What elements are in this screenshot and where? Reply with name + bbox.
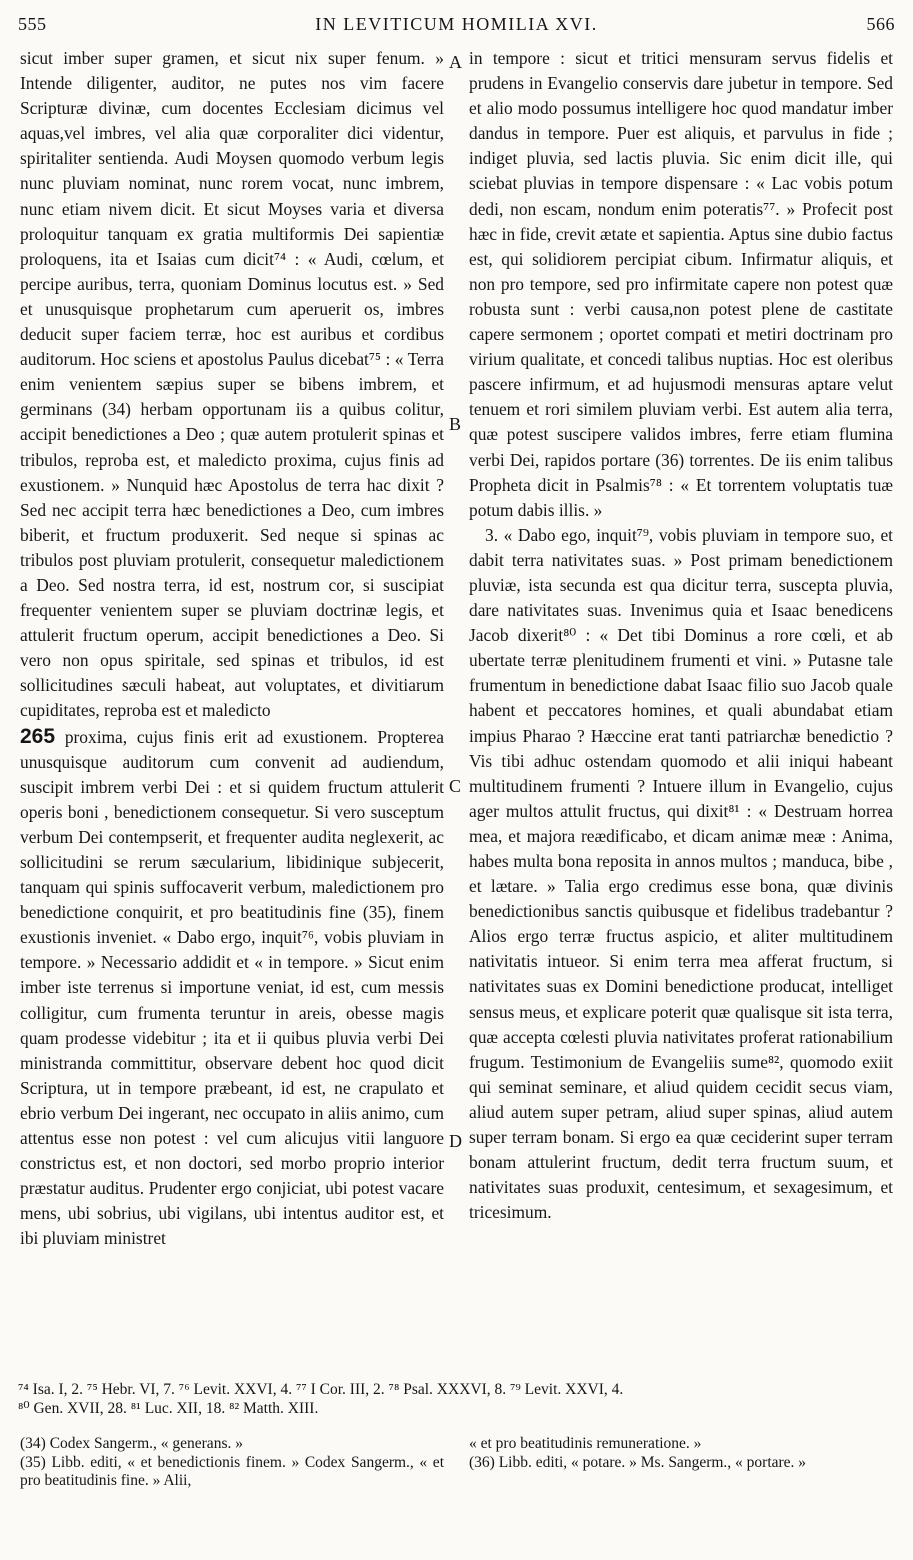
footnote-line: ⁸⁰ Gen. XVII, 28. ⁸¹ Luc. XII, 18. ⁸² Matth. XIII. bbox=[18, 1400, 319, 1417]
left-column-paragraph-continued bbox=[20, 724, 444, 1252]
right-column bbox=[469, 46, 893, 1376]
variant-note: (34) Codex Sangerm., « generans. » bbox=[20, 1435, 243, 1452]
left-column-paragraph: sicut imber super gramen, et sicut nix super fenum. » Intende diligenter, auditor, ne putes nos vim facere Scripturæ divinæ, cum docentes Ecclesiam dicimus vel aquas,vel imbres, vel alia quæ corporaliter dici videntur, spiritaliter sentienda. Audi Moysen quomodo verbum legis nunc pluviam nominat, nunc rorem vocat, nunc imbrem, nunc etiam nivem dicit. Et sicut Moyses varia et diversa proloquitur tanquam ex gratia multiformis Dei sapientiæ proloquens, ita et Isaias cum dicit⁷⁴ : « Audi, cœlum, et percipe auribus, terra, quoniam Dominus locutus est. » Sed et unusquisque prophetarum cum aperuerit os, imbres deducit super faciem terræ, hoc est auribus et cordibus auditorum. Hoc sciens et apostolus Paulus dicebat⁷⁵ : « Terra enim venientem sæpius super se bibens imbrem, et germinans (34) herbam opportunam iis a quibus colitur, accipit benedictiones a Deo ; quæ autem protulerit spinas et tribulos, reproba est, et maledicto proxima, cujus finis ad exustionem. » Nunquid hæc Apostolus de terra hac dixit ? Sed nec accipit terra hæc benedictiones a Deo, cum imbres biberit, et fructum produxerit. Sed neque si spinas ac tribulos post pluviam protulerit, consequetur maledictionem a Deo. Sed nostra terra, id est, nostrum cor, si suscipiat frequenter venientem super se pluviam doctrinæ legis, et attulerit fructum operum, accipit benedictiones a Deo. Si vero non opus spiritale, sed spinas et tribulos, id est sollicitudines sæculi habeat, aut voluptates, et divitiarum cupiditates, reproba est et maledicto bbox=[20, 48, 444, 721]
section-marker-c: C bbox=[449, 776, 462, 796]
left-column-text: proxima, cujus finis erit ad exustionem. Propterea unusquisque auditorum cum convenit ad audiendum, suscipit imbrem verbi Dei : et si quidem fructum attulerit operis boni , benedictionem consequetur. Si vero susceptum verbum Dei contempserit, et frequenter audita neglexerit, ac sollicitudini se rerum sæcularium, libidinique subjecerit, tanquam qui spinis suffocaverit verbum, maledictionem pro benedictione conquirit, et pro beatitudinis fine (35), finem exustionis inveniet. « Dabo ergo, inquit⁷⁶, vobis pluviam in tempore. » Necessario addidit et « in tempore. » Sicut enim imber iste terrenus si importune veniat, id est, cum messis colligitur, cum frumenta teruntur in areis, obesse magis quam prodesse videbitur ; ita et ii quibus pluvia verbi Dei ministranda committitur, observare debent hoc quod dicit Scriptura, ut in tempore præbeant, id est, ne crapulato et ebrio verbum Dei ingerant, nec occupato in aliis animo, cum attentus esse non potest : vel cum alicujus vitii languore constrictus est, et non doctori, sed morbo proprio interior præstatur auditus. Prudenter ergo conjiciat, ubi potest vacare mens, ubi sobrius, ubi vigilans, ubi intentus auditor est, et ibi pluviam ministret bbox=[20, 726, 444, 1249]
variant-note: (36) Libb. editi, « potare. » Ms. Sangerm., « portare. » bbox=[469, 1453, 807, 1471]
variant-note: (35) Libb. editi, « et benedictionis finem. » Codex Sangerm., « et pro beatitudinis fine. » Alii, bbox=[20, 1453, 444, 1489]
right-column-paragraph: in tempore : sicut et tritici mensuram servus fidelis et prudens in Evangelio conservis dare jubetur in tempore. Sed et alio modo possumus intelligere hoc quod mandatur imber dandus in tempore. Puer est aliquis, et parvulus in fide ; indiget pluvia, sed lactis pluvia. Sic enim dicit ille, qui sciebat pluvias in tempore dispensare : « Lac vobis potum dedi, non escam, nondum enim poteratis⁷⁷. » Profecit post hæc in fide, crevit ætate et sapientia. Aptus sine dubio factus est, qui solidiorem percipiat cibum. Infirmatur aliquis, et non pro tempore, sed pro infirmitate capere non potest quæ robusta sunt : verbi causa,non potest plene de castitate capere sermonem ; oportet compati et metiri doctrinam pro virium qualitate, et concedi talibus nuptias. Hoc est oleribus pascere infirmum, et ad hujusmodi mensuras aptare velut tenuem et rori similem pluviam verbi. Est autem alia terra, quæ potest suscipere validos imbres, ferre etiam flumina verbi Dei, rapidos portare (36) torrentes. De iis enim talibus Propheta dicit in Psalmis⁷⁸ : « Et torrentem voluptatis tuæ potum dabis illis. » bbox=[469, 48, 893, 520]
left-column bbox=[20, 46, 444, 1376]
margin-page-number: 265 bbox=[20, 724, 56, 748]
running-header bbox=[18, 14, 895, 40]
running-title: IN LEVITICUM HOMILIA XVI. bbox=[315, 14, 598, 34]
section-marker-a: A bbox=[449, 52, 462, 72]
right-column-paragraph-section-3: 3. « Dabo ego, inquit⁷⁹, vobis pluviam in tempore suo, et dabit terra nativitates suas. » Post primam benedictionem pluviæ, ista secunda est qua dicitur terra, suscepta pluvia, dare nativitates suas. Invenimus quia et Isaac benedicens Jacob dixerit⁸⁰ : « Det tibi Dominus a rore cœli, et ab ubertate terræ plenitudinem frumenti et vini. » Putasne tale frumentum in benedictione dabat Isaac filio suo Jacob quale habent et peccatores homines, et quali abundabat etiam impius Pharao ? Hæccine erat tanti patriarchæ benedictio ? Vis tibi adhuc ostendam quomodo et alii iniqui habeant multitudinem frumenti ? Intuere illum in Evangelio, cujus ager multos attulit fructus, qui dixit⁸¹ : « Destruam horrea mea, et majora reædificabo, et dicam animæ meæ : Anima, habes multa bona reposita in annos multos ; manduca, bibe , et lætare. » Talia ergo credimus esse bona, quæ divinis benedictionibus sanctis quibusque et fidelibus tradebantur ? Alios ergo terræ fructus aspicio, et aliter multitudinem nativitatis intueor. Si enim terra mea afferat fructum, si nativitates suas ex Domini benedictione producat, intelliget sensus meus, et explicare poterit quæ qualisque sit ista terra, quæ accepta cœlesti pluvia nativitates proferat rationabilium frugum. Testimonium de Evangeliis sume⁸², quomodo exiit qui seminat seminare, et aliud quidem cecidit secus viam, aliud autem super petram, aliud super spinas, aliud autem super terram bonam. Si ergo ea quæ ceciderint super terram bonam attulerint fructum, dedit terra fructum suum, et nativitates suas produxit, centesimum, et sexagesimum, et tricesimum. bbox=[469, 524, 893, 1223]
variant-notes-right bbox=[469, 1435, 893, 1472]
section-marker-d: D bbox=[449, 1131, 462, 1151]
section-marker-b: B bbox=[449, 414, 462, 434]
page-number-right: 566 bbox=[866, 14, 895, 34]
footnotes bbox=[18, 1380, 895, 1418]
variant-note: « et pro beatitudinis remuneratione. » bbox=[469, 1435, 702, 1452]
page-number-left: 555 bbox=[18, 14, 47, 34]
footnote-line: ⁷⁴ Isa. I, 2. ⁷⁵ Hebr. VI, 7. ⁷⁶ Levit. XXVI, 4. ⁷⁷ I Cor. III, 2. ⁷⁸ Psal. XXXVI, 8. ⁷⁹ Levit. XXVI, 4. bbox=[18, 1381, 624, 1398]
variant-notes-left bbox=[20, 1435, 444, 1491]
